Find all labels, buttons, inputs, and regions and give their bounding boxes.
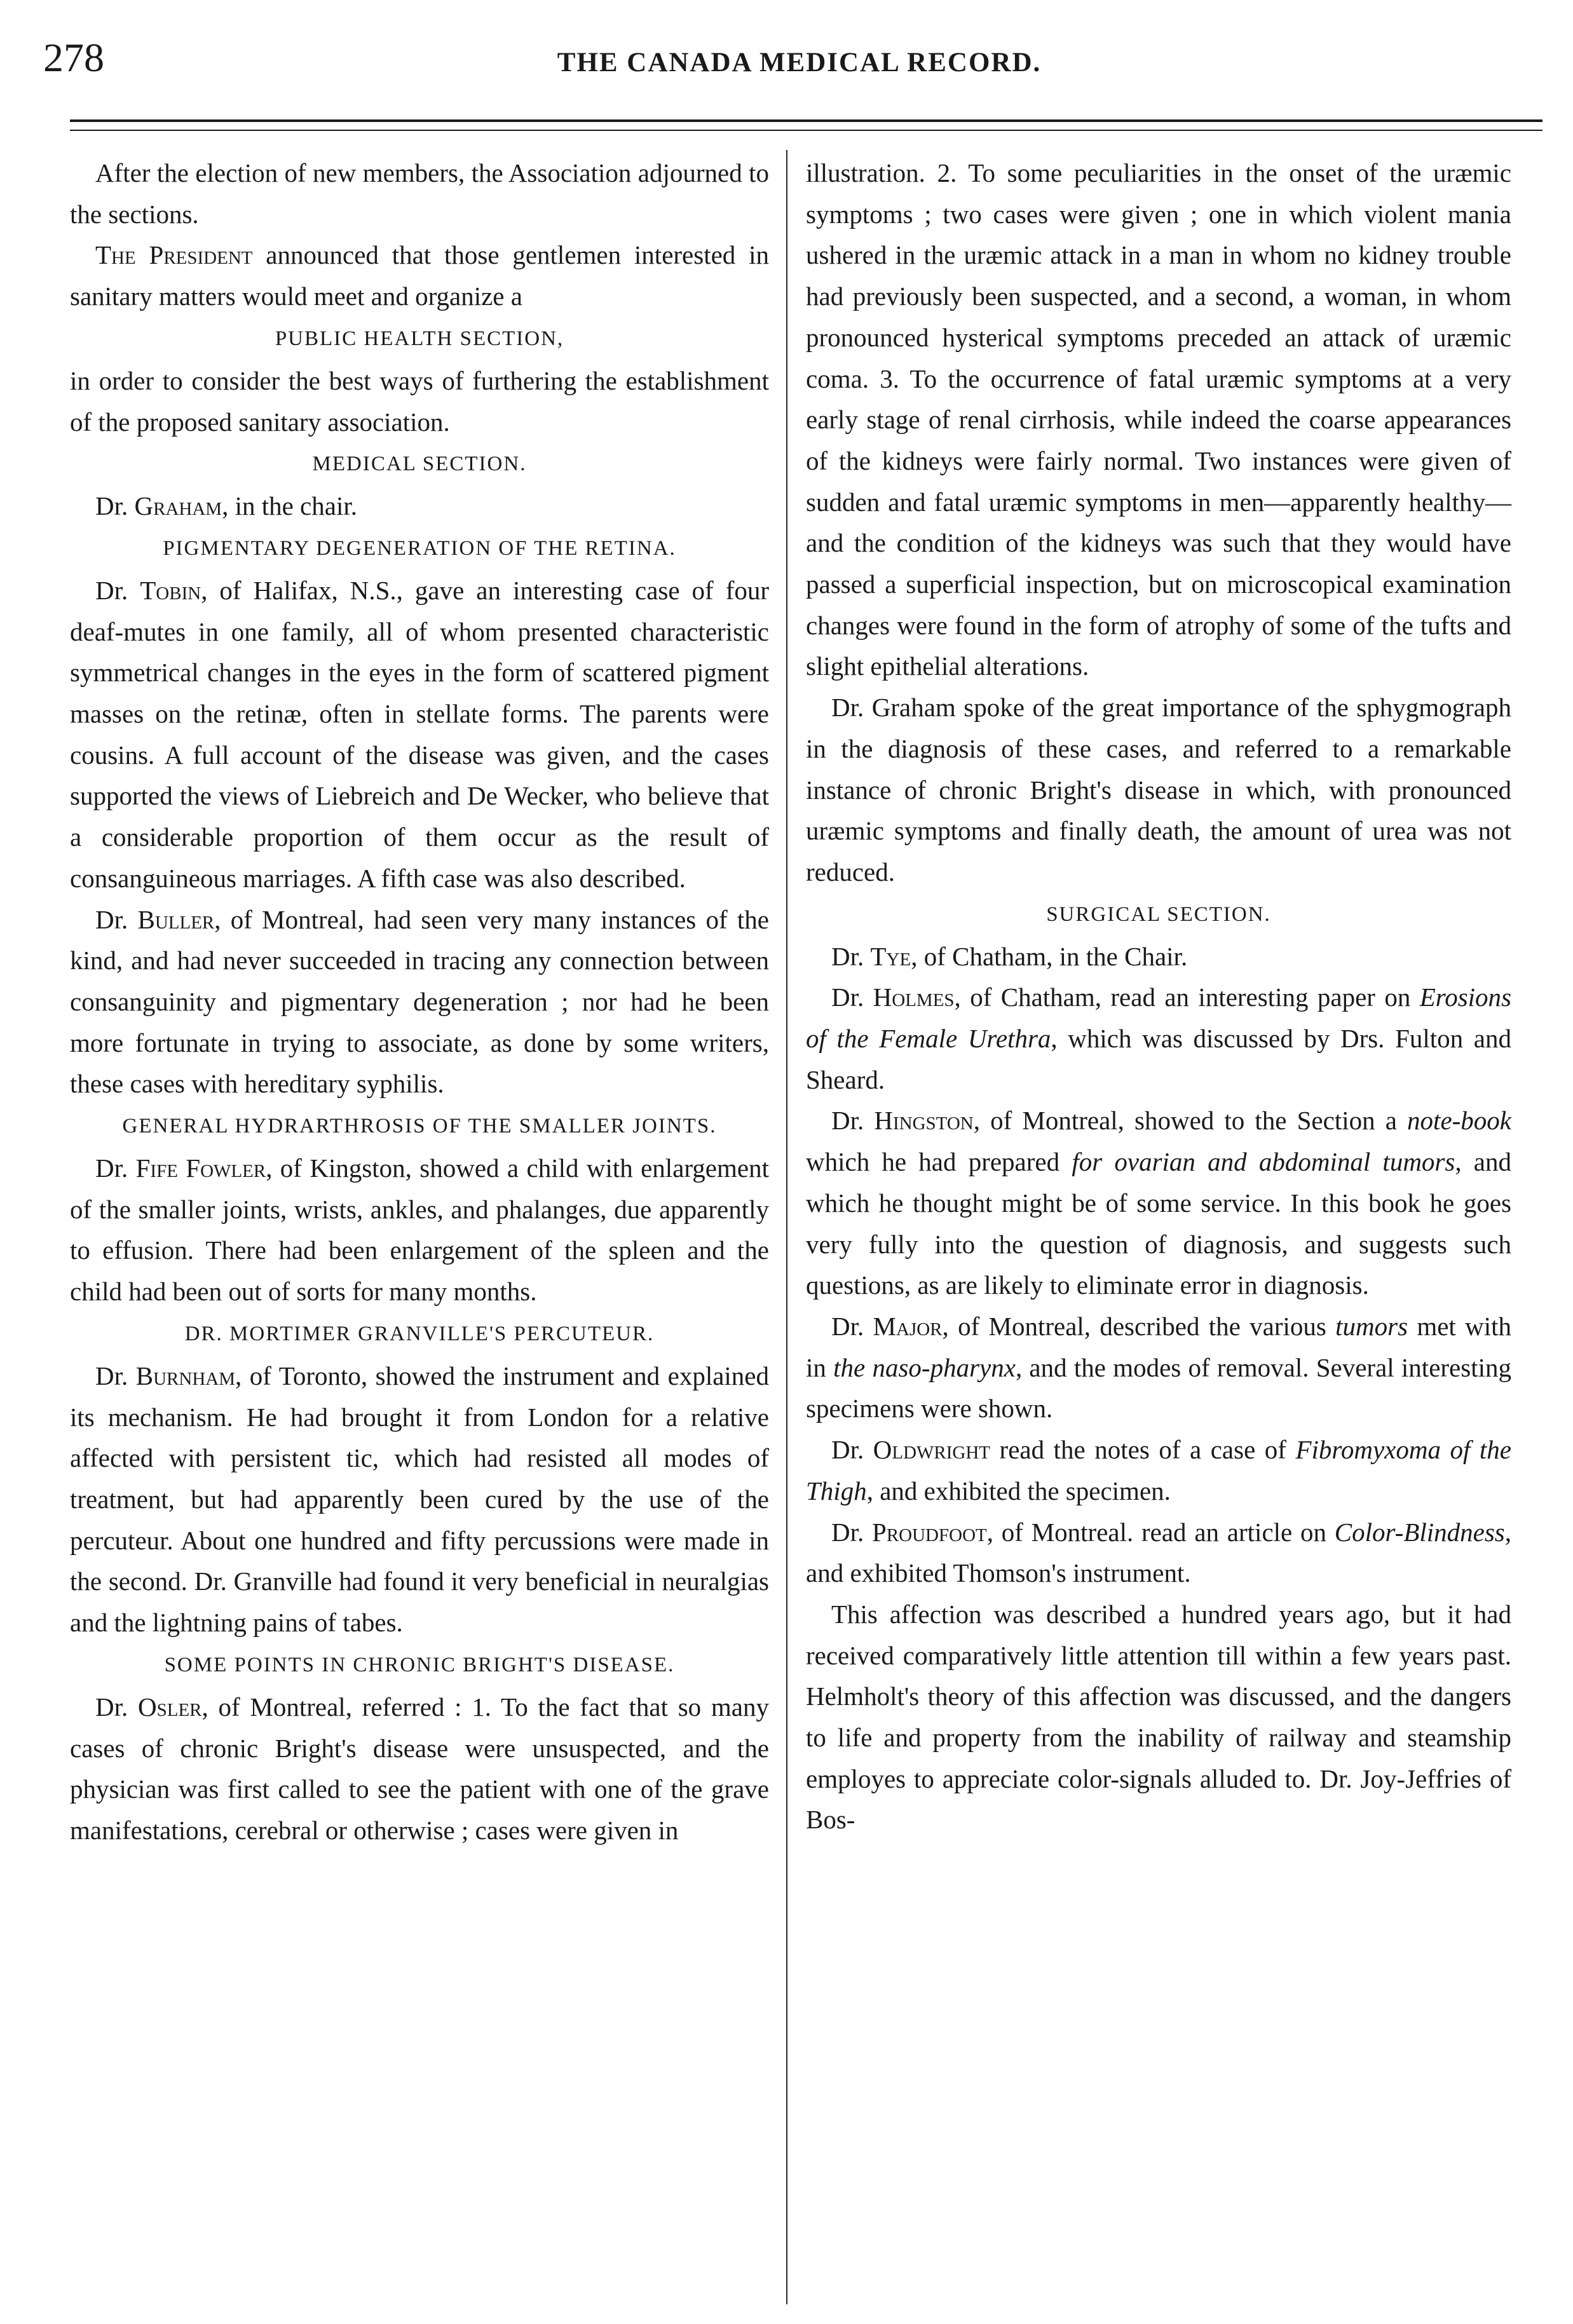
paragraph-color-blindness: This affection was described a hundred years ago, but it had received comparatively little attention till within a few years past. Helmholt's theory of this affection was discussed, and the dangers to life and property from the inability of railway and steamship employes to appreciate color-signals alluded to. Dr. Joy-Jeffries of Bos-: [806, 1599, 1511, 1835]
page-number: 278: [43, 35, 104, 80]
paragraph-tobin: Dr. Tobin, of Halifax, N.S., gave an interesting case of four deaf-mutes in one family, all of whom presented characteristic symmetrical changes in the eyes in the form of scattered pigment masses on the retinæ, often in stellate forms. The parents were cousins. A full account of the disease was given, and the cases supported the views of Liebreich and De Wecker, who believe that a considerable proportion of them occur as the result of consanguineous marriages. A fifth case was also described.: [70, 575, 770, 893]
paragraph-holmes: Dr. Holmes, of Chatham, read an interesting paper on Erosions of the Female Urethra, which was discussed by Drs. Fulton and Sheard.: [806, 982, 1511, 1094]
paragraph-major: Dr. Major, of Montreal, described the various tumors met with in the naso-pharynx, and the modes of removal. Several interesting specimens were shown.: [806, 1311, 1512, 1424]
paragraph-sanitary: in order to consider the best ways of furthering the establishment of the proposed sanitary association.: [70, 365, 769, 437]
column-divider: [786, 150, 787, 2304]
paragraph-osler: Dr. Osler, of Montreal, referred : 1. To the fact that so many cases of chronic Bright's disease were unsuspected, and the physician was first called to see the patient with one of the grave manifestations, cerebral or otherwise ; cases were given in: [70, 1692, 769, 1845]
heading-brights-disease: SOME POINTS IN CHRONIC BRIGHT'S DISEASE.: [164, 1653, 675, 1676]
paragraph-election: After the election of new members, the Association adjourned to the sections.: [70, 158, 769, 229]
paragraph-president: The President announced that those gentlemen interested in sanitary matters would meet and organize a: [70, 240, 769, 311]
left-column: [70, 153, 769, 1851]
paragraph-graham-chair: Dr. Graham, in the chair.: [95, 491, 357, 521]
heading-surgical-section: SURGICAL SECTION.: [1046, 902, 1271, 926]
heading-hydrarthrosis: GENERAL HYDRARTHROSIS OF THE SMALLER JOINTS.: [122, 1115, 717, 1138]
heading-public-health: PUBLIC HEALTH SECTION,: [275, 327, 564, 350]
right-column: [806, 153, 1511, 1840]
header-rule: [70, 130, 1542, 131]
journal-title: THE CANADA MEDICAL RECORD.: [557, 48, 1042, 78]
paragraph-hingston: Dr. Hingston, of Montreal, showed to the Section a note-book which he had prepared for ovarian and abdominal tumors, and which he thought might be of some service. In this book he goes very fully into the question of diagnosis, and suggests such questions, as are likely to eliminate error in diagnosis.: [806, 1106, 1511, 1300]
header-rule: [70, 119, 1542, 122]
paragraph-illustration: illustration. 2. To some peculiarities in the onset of the uræmic symptoms ; two cases were given ; one in which violent mania ushered in the uræmic attack in a man in whom no kidney trouble had previously been suspected, and a second, a woman, in whom pronounced hysterical symptoms preceded an attack of uræmic coma. 3. To the occurrence of fatal uræmic symptoms at a very early stage of renal cirrhosis, while indeed the coarse appearances of the kidneys were fairly normal. Two instances were given of sudden and fatal uræmic symptoms in men—apparently healthy—and the condition of the kidneys was such that they would have passed a superficial inspection, but on microscopical examination changes were found in the form of atrophy of some of the tufts and slight epithelial alterations.: [806, 158, 1511, 681]
paragraph-graham-sphygmograph: Dr. Graham spoke of the great importance of the sphygmograph in the diagnosis of these cases, and referred to a remarkable instance of chronic Bright's disease in which, with pronounced uræmic symptoms and finally death, the amount of urea was not reduced.: [806, 693, 1511, 887]
paragraph-oldwright: Dr. Oldwright read the notes of a case of Fibromyxoma of the Thigh, and exhibited the specimen.: [806, 1435, 1511, 1505]
heading-percuteur: DR. MORTIMER GRANVILLE'S PERCUTEUR.: [184, 1322, 655, 1345]
paragraph-buller: Dr. Buller, of Montreal, had seen very many instances of the kind, and had never succeeded in tracing any connection between consanguinity and pigmentary degeneration ; nor had he been more fortunate in trying to associate, as done by some writers, these cases with hereditary syphilis.: [70, 904, 769, 1099]
paragraph-burnham: Dr. Burnham, of Toronto, showed the instrument and explained its mechanism. He had brought it from London for a relative affected with persistent tic, which had resisted all modes of treatment, but had apparently been cured by the use of the percuteur. About one hundred and fifty percussions were made in the second. Dr. Granville had found it very beneficial in neuralgias and the lightning pains of tabes.: [70, 1361, 770, 1638]
heading-medical-section: MEDICAL SECTION.: [312, 452, 527, 476]
heading-pigmentary: PIGMENTARY DEGENERATION OF THE RETINA.: [163, 536, 676, 560]
paragraph-proudfoot: Dr. Proudfoot, of Montreal. read an article on Color-Blindness, and exhibited Thomson's instrument.: [806, 1517, 1512, 1588]
paragraph-fife-fowler: Dr. Fife Fowler, of Kingston, showed a child with enlargement of the smaller joints, wrists, ankles, and phalanges, due apparently to effusion. There had been enlargement of the spleen and the child had been out of sorts for many months.: [70, 1153, 769, 1307]
paragraph-tye-chair: Dr. Tye, of Chatham, in the Chair.: [831, 941, 1188, 971]
president-name: The President: [95, 240, 253, 270]
